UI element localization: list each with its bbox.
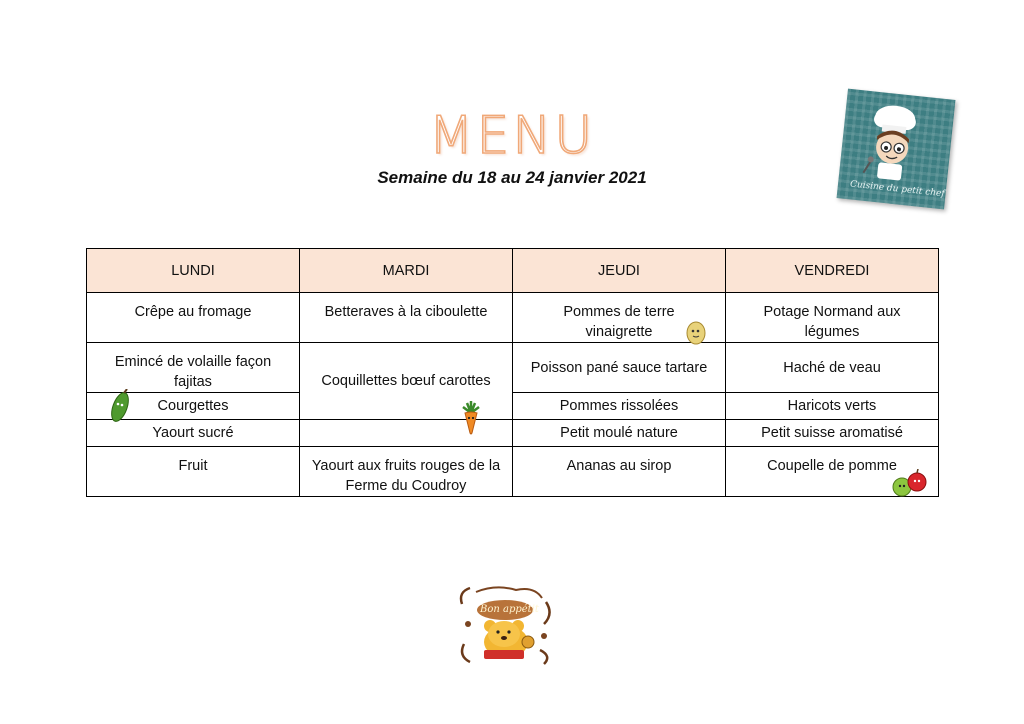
dish-label: Petit suisse aromatisé bbox=[761, 425, 903, 441]
table-cell bbox=[726, 420, 939, 447]
table-cell bbox=[513, 393, 726, 420]
chef-icon bbox=[837, 89, 956, 210]
dish-label: Coupelle de pomme bbox=[767, 458, 897, 474]
table-cell bbox=[87, 293, 300, 343]
dish-label: Haricots verts bbox=[787, 398, 877, 414]
menu-title: MENU bbox=[428, 106, 596, 166]
table-cell bbox=[513, 447, 726, 497]
table-cell bbox=[726, 293, 939, 343]
table-cell bbox=[87, 343, 300, 393]
table-cell bbox=[726, 393, 939, 420]
table-cell-empty bbox=[300, 420, 513, 447]
table-cell bbox=[513, 293, 726, 343]
weekly-menu-table bbox=[86, 248, 939, 497]
dish-label: Courgettes bbox=[157, 398, 229, 414]
dish-label: Pommes rissolées bbox=[559, 398, 679, 414]
table-cell bbox=[726, 343, 939, 393]
table-header-row bbox=[87, 249, 939, 293]
table-cell-merged bbox=[300, 343, 513, 420]
table-cell bbox=[87, 420, 300, 447]
table-cell bbox=[513, 420, 726, 447]
dish-label: Pommes de terre vinaigrette bbox=[563, 304, 675, 340]
column-header-vendredi: VENDREDI bbox=[726, 249, 939, 293]
dish-label: Fruit bbox=[178, 458, 208, 474]
table-cell bbox=[87, 447, 300, 497]
dish-label: Yaourt sucré bbox=[152, 425, 234, 441]
dish-label: Coquillettes bœuf carottes bbox=[321, 373, 491, 389]
column-header-mardi: MARDI bbox=[300, 249, 513, 293]
week-subtitle: Semaine du 18 au 24 janvier 2021 bbox=[377, 168, 647, 187]
table-row bbox=[87, 420, 939, 447]
dish-label: Potage Normand aux légumes bbox=[763, 304, 901, 340]
dish-label: Betteraves à la ciboulette bbox=[324, 304, 488, 320]
column-header-lundi: LUNDI bbox=[87, 249, 300, 293]
apples-icon bbox=[890, 469, 930, 505]
table-row bbox=[87, 343, 939, 393]
dish-label: Yaourt aux fruits rouges de la Ferme du Coudroy bbox=[311, 458, 501, 494]
dish-label: Poisson pané sauce tartare bbox=[530, 359, 708, 376]
chef-image-caption: Cuisine du petit chef bbox=[849, 179, 946, 200]
column-header-jeudi: JEUDI bbox=[513, 249, 726, 293]
dish-label: Ananas au sirop bbox=[566, 458, 672, 474]
table-cell bbox=[300, 447, 513, 497]
table-cell bbox=[300, 293, 513, 343]
table-cell bbox=[726, 447, 939, 497]
dish-label: Petit moulé nature bbox=[560, 425, 678, 441]
table-row bbox=[87, 447, 939, 497]
bon-appetit-caption: Bon appétit bbox=[480, 604, 539, 615]
dish-label: Emincé de volaille façon fajitas bbox=[114, 354, 272, 390]
winnie-the-pooh-icon bbox=[456, 584, 554, 666]
dish-label: Haché de veau bbox=[783, 359, 881, 376]
table-row bbox=[87, 293, 939, 343]
table-cell bbox=[513, 343, 726, 393]
dish-label: Crêpe au fromage bbox=[134, 304, 252, 320]
table-cell bbox=[87, 393, 300, 420]
table-row bbox=[87, 393, 939, 420]
